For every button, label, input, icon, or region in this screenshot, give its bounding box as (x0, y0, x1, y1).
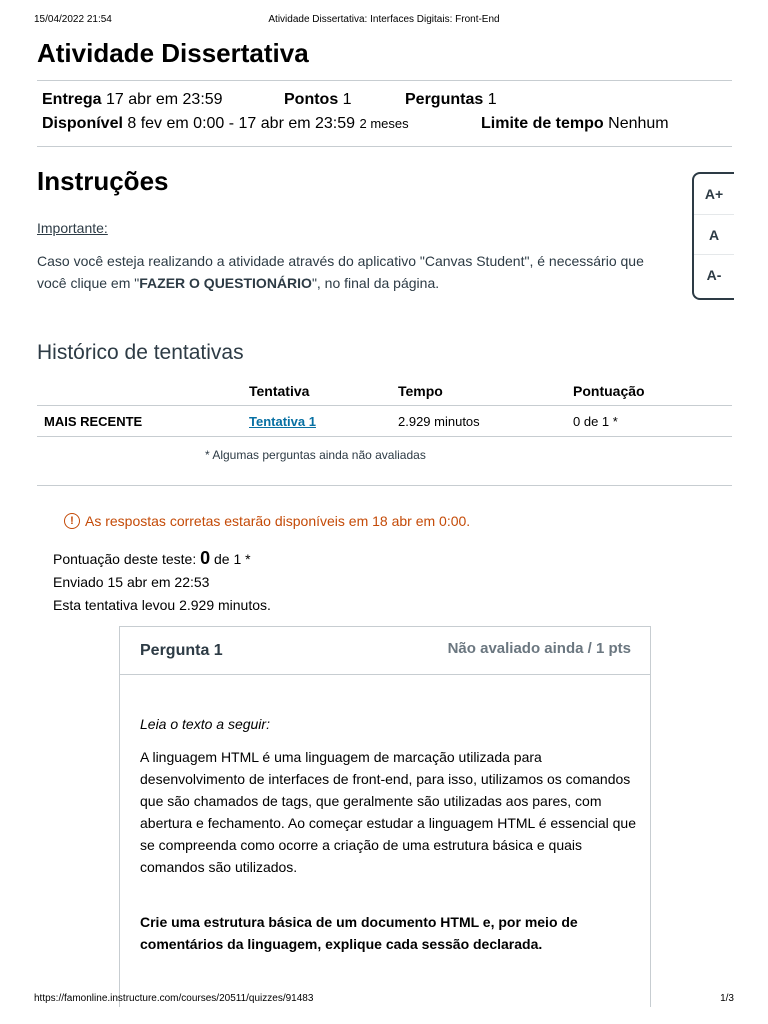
question-header (120, 627, 650, 675)
correct-answers-warning (64, 513, 470, 529)
quiz-score: Pontuação deste teste: 0 de 1 * (53, 548, 251, 568)
take-quiz-emphasis: FAZER O QUESTIONÁRIO (139, 275, 312, 291)
history-row-time: 2.929 minutos (398, 406, 573, 437)
meta-time-limit-label: Limite de tempo (481, 115, 604, 132)
question-paragraph: A linguagem HTML é uma linguagem de marcação utilizada para desenvolvimento de interfaces de front-end, para isso, utilizamos os comandos que são chamados de tags, que geralmente são utilizadas aos pares, com abertura e fechamento. Ao começar estudar a linguagem HTML é essencial que se compreenda como ocorre a criação de uma estrutura básica e quais comandos são utilizados. (140, 749, 636, 875)
question-card (119, 626, 651, 1007)
instructions-line-1: Caso você esteja realizando a atividade através do aplicativo "Canvas Student", é necessário que (37, 253, 644, 269)
score-value: 0 (200, 548, 211, 568)
font-size-tools (692, 172, 734, 300)
instructions-text (37, 250, 693, 294)
quiz-title: Atividade Dissertativa (37, 38, 309, 68)
meta-questions-label: Perguntas (405, 91, 484, 108)
meta-available-duration: 2 meses (359, 116, 409, 131)
print-page-number: 1/3 (720, 993, 734, 1004)
history-row-label: MAIS RECENTE (37, 406, 249, 437)
question-lead: Leia o texto a seguir: (140, 716, 270, 732)
meta-time-limit (481, 115, 669, 133)
divider (37, 146, 732, 147)
meta-due (42, 91, 223, 109)
font-increase-button[interactable]: A+ (694, 174, 734, 214)
meta-due-value: 17 abr em 23:59 (106, 91, 223, 108)
meta-points-value: 1 (342, 91, 352, 108)
table-row (37, 406, 732, 437)
font-decrease-button[interactable]: A- (694, 254, 734, 294)
meta-points-label: Pontos (284, 91, 339, 108)
divider (37, 80, 732, 81)
divider (37, 485, 732, 486)
meta-questions-value: 1 (487, 91, 497, 108)
history-header-row (37, 377, 732, 406)
instructions-line-2: você clique em "FAZER O QUESTIONÁRIO", no final da página. (37, 275, 440, 291)
meta-due-label: Entrega (42, 91, 102, 108)
print-doc-title: Atividade Dissertativa: Interfaces Digitais: Front-End (268, 14, 500, 25)
question-body (140, 713, 640, 955)
meta-available-value: 8 fev em 0:00 - 17 abr em 23:59 (127, 115, 356, 132)
warning-icon: ! (64, 513, 80, 529)
history-col-time: Tempo (398, 377, 573, 406)
history-footnote: * Algumas perguntas ainda não avaliadas (205, 448, 426, 462)
question-name: Pergunta 1 (140, 642, 223, 659)
print-date: 15/04/2022 21:54 (34, 14, 112, 25)
instructions-title: Instruções (37, 166, 169, 196)
question-task: Crie uma estrutura básica de um documento HTML e, por meio de comentários da linguagem, explique cada sessão declarada. (140, 914, 578, 952)
print-url: https://famonline.instructure.com/courses/20511/quizzes/91483 (34, 993, 314, 1004)
meta-points (284, 91, 352, 109)
history-table (37, 377, 732, 437)
history-row-score: 0 de 1 * (573, 406, 732, 437)
meta-available (42, 115, 409, 133)
font-reset-button[interactable]: A (694, 214, 734, 254)
history-title: Histórico de tentativas (37, 341, 244, 364)
warning-text: As respostas corretas estarão disponíveis em 18 abr em 0:00. (85, 513, 471, 529)
history-col-label (37, 377, 249, 406)
meta-questions (405, 91, 497, 109)
history-col-score: Pontuação (573, 377, 732, 406)
question-points: Não avaliado ainda / 1 pts (447, 640, 631, 657)
meta-available-label: Disponível (42, 115, 123, 132)
history-col-attempt: Tentativa (249, 377, 398, 406)
attempt-duration: Esta tentativa levou 2.929 minutos. (53, 597, 271, 613)
submitted-time: Enviado 15 abr em 22:53 (53, 574, 210, 590)
attempt-link[interactable]: Tentativa 1 (249, 413, 316, 429)
instructions-important: Importante: (37, 220, 108, 236)
meta-time-limit-value: Nenhum (608, 115, 669, 132)
